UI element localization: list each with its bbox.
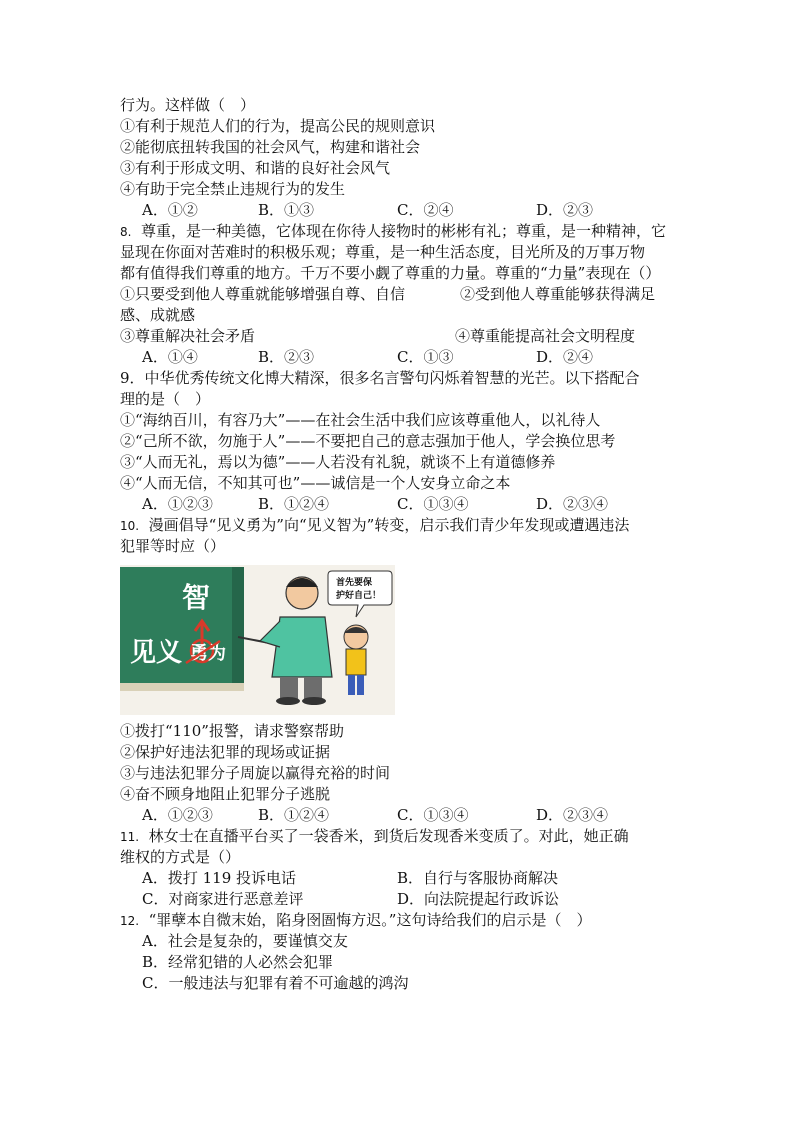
q8-option-d: D．②④ xyxy=(536,348,594,366)
q11-option-c: C．对商家进行恶意差评 xyxy=(142,890,304,908)
q11-stem-line-2: 维权的方式是（） xyxy=(120,848,241,866)
q9-option-c: C．①③④ xyxy=(397,495,469,513)
q7-item-3: ③有利于形成文明、和谐的良好社会风气 xyxy=(120,159,391,177)
q12-option-b: B．经常犯错的人必然会犯罪 xyxy=(142,953,334,971)
q10-item-3: ③与违法犯罪分子周旋以赢得充裕的时间 xyxy=(120,764,391,782)
boy-body xyxy=(346,649,366,675)
board-char-zhi: 智 xyxy=(182,581,211,614)
q8-item-2: ②受到他人尊重能够获得满足 xyxy=(460,285,656,303)
q9-item-1: ①“海纳百川，有容乃大”——在社会生活中我们应该尊重他人，以礼待人 xyxy=(120,411,601,429)
q7-option-b: B．①③ xyxy=(258,201,315,219)
q8-item-3: ③尊重解决社会矛盾 xyxy=(120,327,256,345)
board-text-jianyi: 见义 xyxy=(130,638,183,668)
q9-item-4: ④“人而无信，不知其可也”——诚信是一个人安身立命之本 xyxy=(120,474,511,492)
q10-item-1: ①拨打“110”报警，请求警察帮助 xyxy=(120,722,344,740)
q12-option-c: C．一般违法与犯罪有着不可逾越的鸿沟 xyxy=(142,974,409,992)
cartoon-image xyxy=(120,565,395,715)
q7-item-2: ②能彻底扭转我国的社会风气，构建和谐社会 xyxy=(120,138,421,156)
svg-text:护好自己！: 护好自己！ xyxy=(336,591,382,601)
q12-number: 12. xyxy=(120,914,140,928)
q11-option-a: A．拨打 119 投诉电话 xyxy=(142,869,296,887)
q7-item-4: ④有助于完全禁止违规行为的发生 xyxy=(120,180,346,198)
q7-option-d: D．②③ xyxy=(536,201,594,219)
q8-option-a: A．①④ xyxy=(142,348,198,366)
q8-option-c: C．①③ xyxy=(397,348,454,366)
q8-stem-line-3: 都有值得我们尊重的地方。千万不要小觑了尊重的力量。尊重的“力量”表现在（） xyxy=(120,264,661,282)
q7-stem-end: 行为。这样做（ ） xyxy=(120,96,256,114)
q9-item-2: ②“己所不欲，勿施于人”——不要把自己的意志强加于他人，学会换位思考 xyxy=(120,432,616,450)
q10-option-c: C．①③④ xyxy=(397,806,469,824)
q7-option-c: C．②④ xyxy=(397,201,454,219)
q9-stem-line-1: 9．中华优秀传统文化博大精深，很多名言警句闪烁着智慧的光芒。以下搭配合 xyxy=(120,369,640,387)
q10-option-b: B．①②④ xyxy=(258,806,330,824)
q9-option-d: D．②③④ xyxy=(536,495,609,513)
q9-stem-line-2: 理的是（ ） xyxy=(120,390,211,408)
q8-number: 8. xyxy=(120,225,132,239)
q8-option-b: B．②③ xyxy=(258,348,315,366)
q9-option-b: B．①②④ xyxy=(258,495,330,513)
q11-number: 11. xyxy=(120,830,140,844)
q10-number: 10. xyxy=(120,519,140,533)
q7-option-a: A．①② xyxy=(142,201,198,219)
q8-item-4: ④尊重能提高社会文明程度 xyxy=(455,327,636,345)
q11-option-b: B．自行与客服协商解决 xyxy=(397,869,559,887)
q9-item-3: ③“人而无礼，焉以为德”——人若没有礼貌，就谈不上有道德修养 xyxy=(120,453,556,471)
board-text-crossed: 勇为 xyxy=(190,643,226,664)
svg-text:首先要保: 首先要保 xyxy=(336,578,373,588)
q11-stem-line-1: 11. 林女士在直播平台买了一袋香米，到货后发现香米变质了。对此，她正确 xyxy=(120,827,629,845)
teacher-body xyxy=(272,617,332,677)
q7-item-1: ①有利于规范人们的行为，提高公民的规则意识 xyxy=(120,117,436,135)
q8-stem-line-2: 显现在你面对苦难时的积极乐观；尊重，是一种生活态度，目光所及的万事万物 xyxy=(120,243,646,261)
q10-option-d: D．②③④ xyxy=(536,806,609,824)
q10-item-2: ②保护好违法犯罪的现场或证据 xyxy=(120,743,331,761)
q9-number: 9． xyxy=(120,369,145,387)
q10-option-a: A．①②③ xyxy=(142,806,213,824)
q8-stem-line-1: 8. 尊重，是一种美德，它体现在你待人接物时的彬彬有礼；尊重，是一种精神，它 xyxy=(120,222,667,240)
q9-option-a: A．①②③ xyxy=(142,495,213,513)
q12-stem: 12. “罪孽本自微末始，陷身囹圄悔方迟。”这句诗给我们的启示是（ ） xyxy=(120,911,592,929)
q11-option-d: D．向法院提起行政诉讼 xyxy=(397,890,560,908)
q12-option-a: A．社会是复杂的，要谨慎交友 xyxy=(142,932,348,950)
q10-stem-line-1: 10. 漫画倡导“见义勇为”向“见义智为”转变，启示我们青少年发现或遭遇违法 xyxy=(120,516,630,534)
q8-item-1: ①只要受到他人尊重就能够增强自尊、自信 xyxy=(120,285,406,303)
q10-item-4: ④奋不顾身地阻止犯罪分子逃脱 xyxy=(120,785,331,803)
q10-stem-line-2: 犯罪等时应（） xyxy=(120,537,226,555)
q8-item-2-cont: 感、成就感 xyxy=(120,306,196,324)
